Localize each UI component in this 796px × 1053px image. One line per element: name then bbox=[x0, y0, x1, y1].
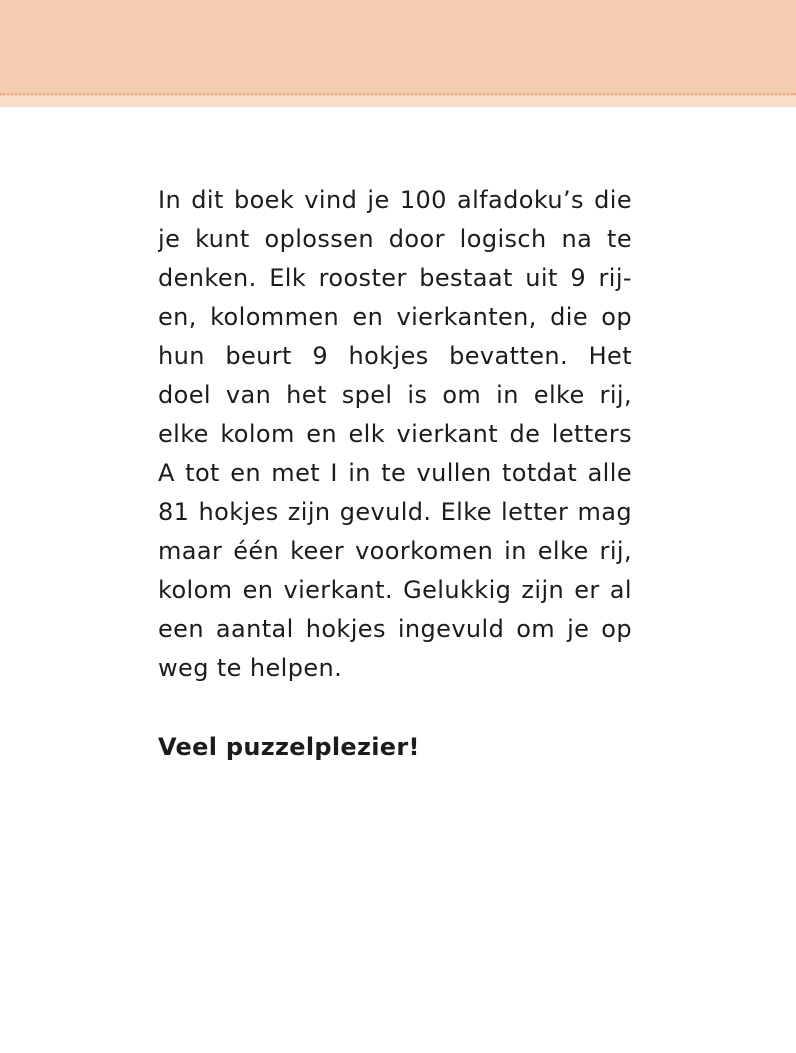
paragraph-line: een aantal hokjes ingevuld om je op bbox=[158, 615, 632, 643]
paragraph-line: doel van het spel is om in elke rij, bbox=[158, 381, 632, 409]
closing-line: Veel puzzelplezier! bbox=[158, 733, 420, 761]
intro-text-block bbox=[158, 181, 632, 767]
header-band bbox=[0, 0, 796, 107]
dotted-divider bbox=[0, 93, 796, 95]
paragraph-line: In dit boek vind je 100 alfadoku’s die bbox=[158, 186, 632, 214]
paragraph-line: hun beurt 9 hokjes bevatten. Het bbox=[158, 342, 632, 370]
paragraph-line: maar één keer voorkomen in elke rij, bbox=[158, 537, 632, 565]
intro-paragraph bbox=[158, 181, 632, 688]
paragraph-line: A tot en met I in te vullen totdat alle bbox=[158, 459, 632, 487]
paragraph-line: je kunt oplossen door logisch na te bbox=[158, 225, 632, 253]
paragraph-line: denken. Elk rooster bestaat uit 9 rij- bbox=[158, 264, 632, 292]
header-lower-strip bbox=[0, 96, 796, 107]
paragraph-line: en, kolommen en vierkanten, die op bbox=[158, 303, 632, 331]
paragraph-line: weg te helpen. bbox=[158, 654, 343, 682]
paragraph-line: 81 hokjes zijn gevuld. Elke letter mag bbox=[158, 498, 632, 526]
paragraph-line: kolom en vierkant. Gelukkig zijn er al bbox=[158, 576, 632, 604]
paragraph-line: elke kolom en elk vierkant de letters bbox=[158, 420, 632, 448]
